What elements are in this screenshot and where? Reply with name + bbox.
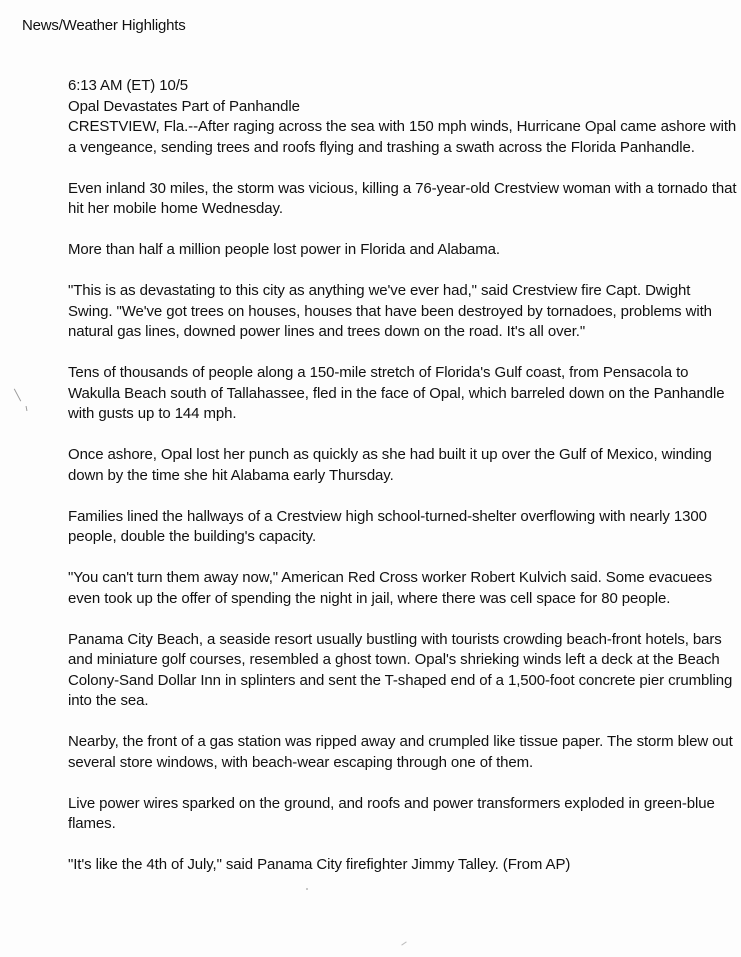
article-paragraph: "This is as devastating to this city as anything we've ever had," said Crestview fire Capt. Dwight Swing. "We've got trees on houses, houses that have been destroyed by tornadoes, problems with natural gas lines, downed power lines and trees down on the road. It's all over." — [68, 282, 712, 340]
page-header-title: News/Weather Highlights — [22, 17, 186, 34]
scan-speck — [26, 406, 28, 411]
article-paragraph: Once ashore, Opal lost her punch as quickly as she had built it up over the Gulf of Mexico, winding down by the time she hit Alabama early Thursday. — [68, 446, 712, 484]
article-headline: Opal Devastates Part of Panhandle — [68, 97, 300, 115]
article-paragraph: Tens of thousands of people along a 150-mile stretch of Florida's Gulf coast, from Pensacola to Wakulla Beach south of Tallahassee, fled in the face of Opal, which barreled down on the Panhandle with gusts up to 144 mph. — [68, 364, 725, 422]
scan-speck — [306, 888, 308, 890]
article-paragraph: Nearby, the front of a gas station was ripped away and crumpled like tissue paper. The storm blew out several store windows, with beach-wear escaping through one of them. — [68, 733, 733, 771]
news-article — [68, 76, 738, 896]
article-paragraph: Families lined the hallways of a Crestview high school-turned-shelter overflowing with nearly 1300 people, double the building's capacity. — [68, 507, 707, 545]
article-paragraph: Panama City Beach, a seaside resort usually bustling with tourists crowding beach-front hotels, bars and miniature golf courses, resembled a ghost town. Opal's shrieking winds left a deck at the Beach Colony-Sand Dollar Inn in splinters and sent the T-shaped end of a 1,500-foot concrete pier crumbling into the sea. — [68, 630, 733, 709]
article-paragraph: CRESTVIEW, Fla.--After raging across the sea with 150 mph winds, Hurricane Opal came ashore with a vengeance, sending trees and roofs flying and trashing a swath across the Florida Panhandle. — [68, 118, 737, 156]
article-paragraph: Live power wires sparked on the ground, and roofs and power transformers exploded in green-blue flames. — [68, 794, 715, 832]
article-paragraph: Even inland 30 miles, the storm was vicious, killing a 76-year-old Crestview woman with a tornado that hit her mobile home Wednesday. — [68, 179, 737, 217]
article-paragraph: "It's like the 4th of July," said Panama City firefighter Jimmy Talley. (From AP) — [68, 856, 571, 873]
article-paragraph: "You can't turn them away now," American Red Cross worker Robert Kulvich said. Some evacuees even took up the offer of spending the night in jail, where there was cell space for 80 people. — [68, 569, 713, 607]
scan-speck — [401, 941, 406, 945]
article-timestamp: 6:13 AM (ET) 10/5 — [68, 77, 189, 94]
article-paragraph: More than half a million people lost power in Florida and Alabama. — [68, 241, 500, 258]
scan-speck — [14, 389, 21, 402]
